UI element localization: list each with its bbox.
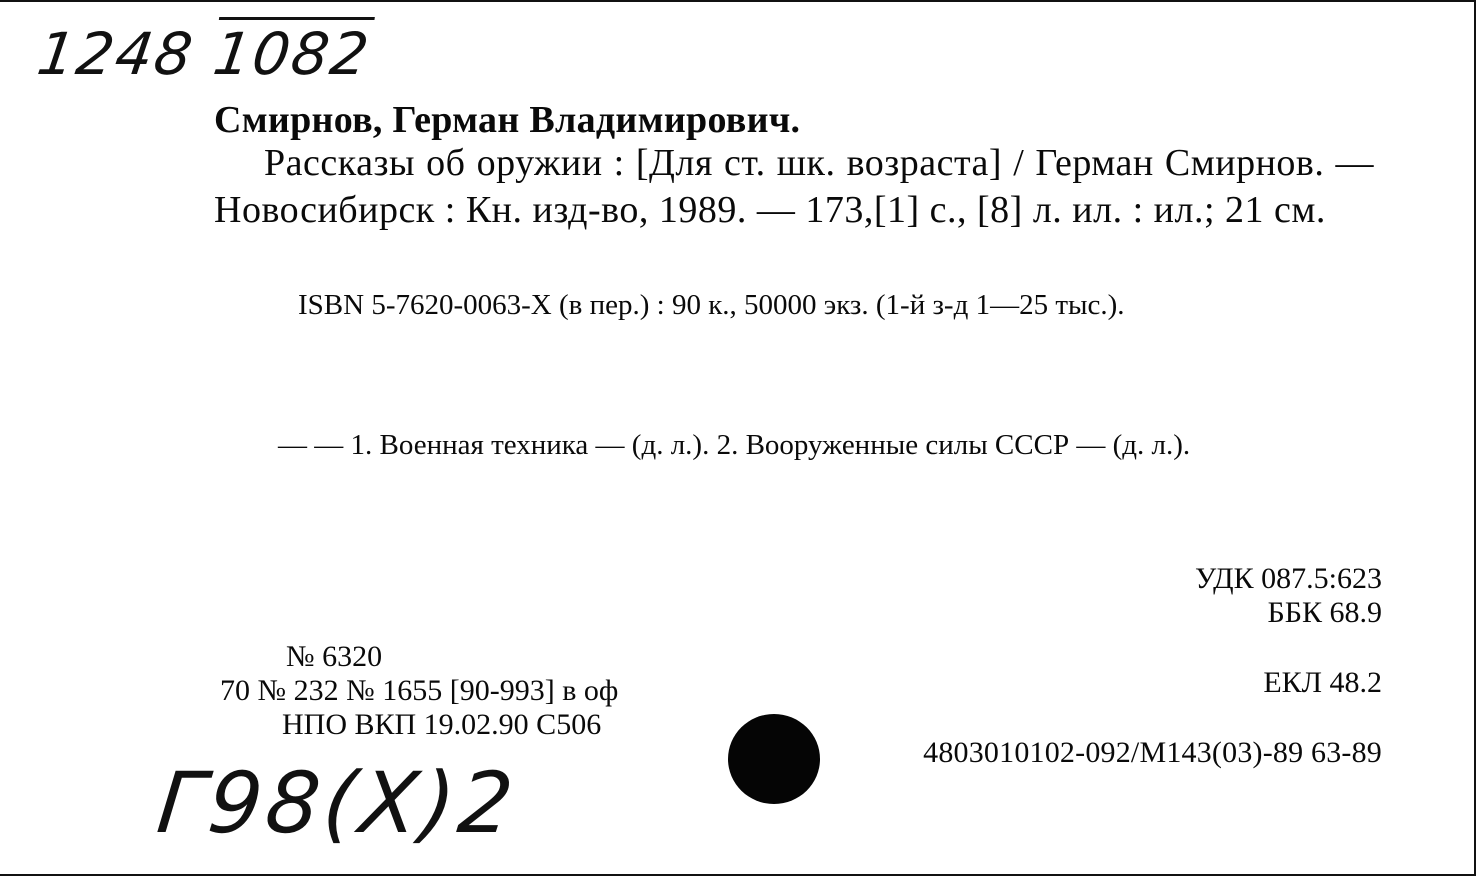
udk-code: УДК 087.5:623 — [1194, 562, 1382, 595]
print-code-order: 70 № 232 № 1655 [90-993] в оф — [220, 674, 619, 707]
title-description: Рассказы об оружии : [Для ст. шк. возраста] / Герман Смирнов. — Новосибирск : Кн. изд-во, 1989. — 173,[1] с., [8] л. ил. : ил.; 21 см. — [214, 142, 1374, 231]
author-heading: Смирнов, Герман Владимирович. — [214, 99, 801, 141]
handwritten-inventory-suffix: 1082 — [209, 20, 375, 88]
subject-headings: — — 1. Военная техника — (д. л.). 2. Вооруженные силы СССР — (д. л.). — [278, 429, 1191, 461]
print-codes — [220, 640, 618, 742]
ekl-code: ЕКЛ 48.2 — [1263, 666, 1382, 699]
handwritten-inventory-number: 1248 1082 — [33, 20, 375, 88]
catalog-code: 4803010102-092/М143(03)-89 63-89 — [923, 736, 1382, 769]
isbn-line: ISBN 5-7620-0063-X (в пер.) : 90 к., 50000 экз. (1-й з-д 1—25 тыс.). — [298, 289, 1125, 321]
print-code-publisher: НПО ВКП 19.02.90 С506 — [282, 708, 602, 741]
card-punch-hole — [728, 714, 820, 804]
print-code-number: № 6320 — [286, 640, 383, 673]
handwritten-shelf-mark: Г98(Х)2 — [152, 754, 522, 852]
bbk-code: ББК 68.9 — [1267, 596, 1382, 629]
